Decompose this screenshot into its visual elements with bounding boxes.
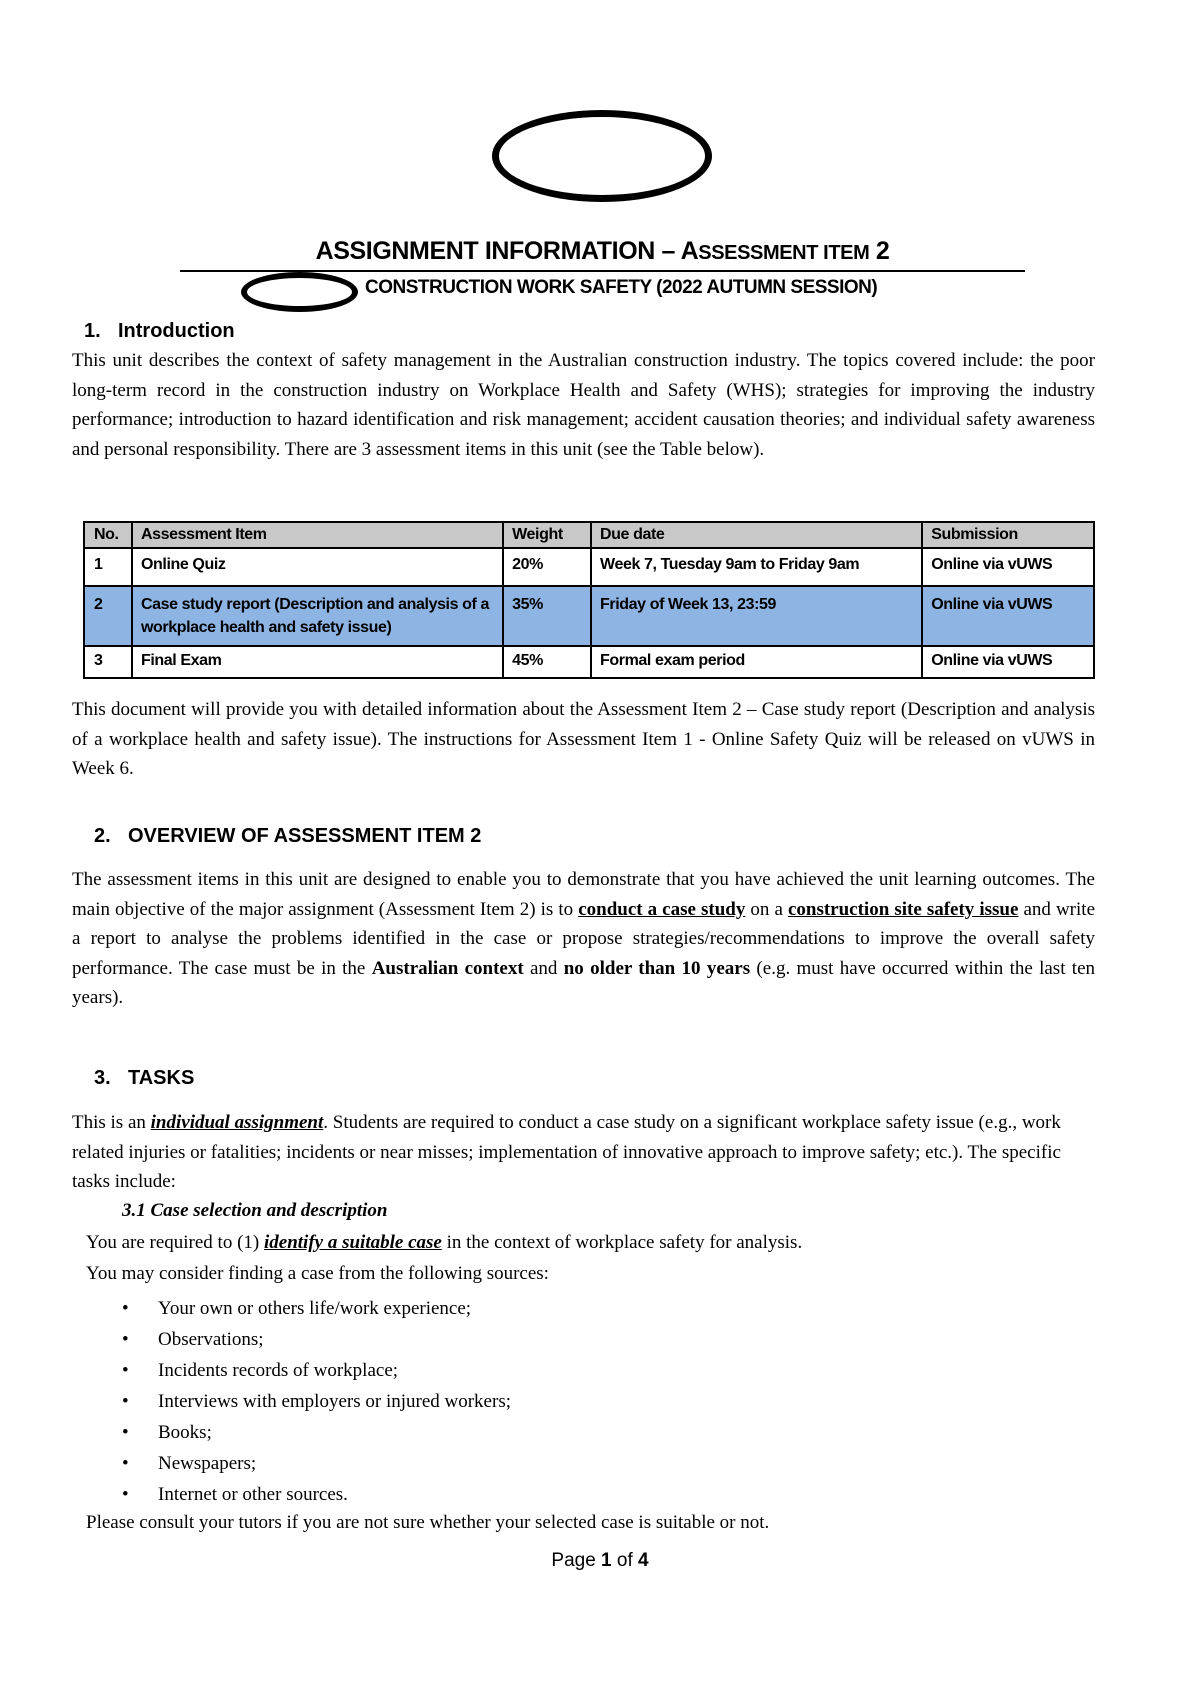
- list-item: • Internet or other sources.: [120, 1480, 511, 1511]
- table-header-cell: No.: [84, 522, 132, 548]
- section-2-paragraph: The assessment items in this unit are designed to enable you to demonstrate that you have achieved the unit learning outcomes. The main objective of the major assignment (Assessment Item 2) is to conduct a case study on a construction site safety issue and write a report to analyse the problems identified in the case or propose strategies/recommendations to improve the overall safety performance. The case must be in the Australian context and no older than 10 years (e.g. must have occurred within the last ten years).: [72, 869, 1096, 1008]
- table-row-highlighted: [84, 586, 1094, 646]
- table-cell: 2: [84, 586, 132, 646]
- closing-note: Please consult your tutors if you are not sure whether your selected case is suitable or not.: [86, 1512, 770, 1533]
- emphasis-australian-context: Australian context: [371, 957, 524, 979]
- table-cell: 3: [84, 646, 132, 678]
- table-header-row: [84, 522, 1094, 548]
- list-item: • Observations;: [120, 1325, 511, 1356]
- emphasis-no-older-than: no older than 10 years: [563, 957, 751, 979]
- document-subtitle: CONSTRUCTION WORK SAFETY (2022 AUTUMN SESSION): [365, 277, 878, 298]
- table-cell: 1: [84, 548, 132, 586]
- assessment-table: [83, 521, 1095, 679]
- section-3-paragraph: This is an individual assignment. Students are required to conduct a case study on a significant workplace safety issue (e.g., work related injuries or fatalities; incidents or near misses; implementation of innovative approach to improve safety; etc.). The specific tasks include:: [72, 1112, 1061, 1192]
- table-cell: 20%: [503, 548, 591, 586]
- table-cell: Online via vUWS: [922, 646, 1094, 678]
- table-cell: 45%: [503, 646, 591, 678]
- emphasis-individual-assignment: individual assignment: [150, 1112, 324, 1133]
- table-cell: Week 7, Tuesday 9am to Friday 9am: [591, 548, 922, 586]
- section-2-heading: 2. OVERVIEW OF ASSESSMENT ITEM 2: [94, 825, 482, 847]
- document-title: ASSIGNMENT INFORMATION – ASSESSMENT ITEM 2: [315, 237, 890, 265]
- table-row: [84, 646, 1094, 678]
- list-item: • Incidents records of workplace;: [120, 1356, 511, 1387]
- table-followup-paragraph: This document will provide you with detailed information about the Assessment Item 2 – Case study report (Description and analysis of a workplace health and safety issue). The instructions for Assessment Item 1 - Online Safety Quiz will be released on vUWS in Week 6.: [72, 699, 1095, 779]
- list-item: • Newspapers;: [120, 1449, 511, 1480]
- section-1-paragraph: This unit describes the context of safety management in the Australian construction industry. The topics covered include: the poor long-term record in the construction industry on Workplace Health and Safety (WHS); strategies for improving the industry performance; introduction to hazard identification and risk management; accident causation theories; and individual safety awareness and personal responsibility. There are 3 assessment items in this unit (see the Table below).: [72, 350, 1095, 460]
- emphasis-identify-suitable-case: identify a suitable case: [264, 1232, 442, 1253]
- table-cell: Online via vUWS: [922, 586, 1094, 646]
- table-cell: Online Quiz: [132, 548, 503, 586]
- list-item: • Your own or others life/work experience;: [120, 1294, 511, 1325]
- subsection-3-1-heading: 3.1 Case selection and description: [122, 1200, 388, 1221]
- table-header-cell: Weight: [503, 522, 591, 548]
- redaction-oval-unit-code: [241, 272, 358, 312]
- table-header-cell: Due date: [591, 522, 922, 548]
- redaction-oval-logo: [492, 110, 712, 202]
- table-cell: Online via vUWS: [922, 548, 1094, 586]
- case-sources-list: [120, 1294, 511, 1511]
- list-item: • Books;: [120, 1418, 511, 1449]
- table-cell: 35%: [503, 586, 591, 646]
- page-number-footer: Page 1 of 4: [551, 1550, 649, 1571]
- emphasis-construction-site-safety-issue: construction site safety issue: [787, 898, 1019, 920]
- section-3-heading: 3. TASKS: [94, 1067, 195, 1089]
- table-cell: Friday of Week 13, 23:59: [591, 586, 922, 646]
- table-cell: Case study report (Description and analysis of a workplace health and safety issue): [132, 586, 503, 646]
- sources-intro-line: You may consider finding a case from the following sources:: [86, 1263, 549, 1284]
- section-1-heading: 1. Introduction: [84, 320, 235, 342]
- table-cell: Formal exam period: [591, 646, 922, 678]
- emphasis-conduct-case-study: conduct a case study: [578, 898, 746, 920]
- case-identification-line: You are required to (1) identify a suitable case in the context of workplace safety for analysis.: [86, 1232, 803, 1253]
- table-header-cell: Submission: [922, 522, 1094, 548]
- table-row: [84, 548, 1094, 586]
- table-header-cell: Assessment Item: [132, 522, 503, 548]
- table-cell: Final Exam: [132, 646, 503, 678]
- list-item: • Interviews with employers or injured workers;: [120, 1387, 511, 1418]
